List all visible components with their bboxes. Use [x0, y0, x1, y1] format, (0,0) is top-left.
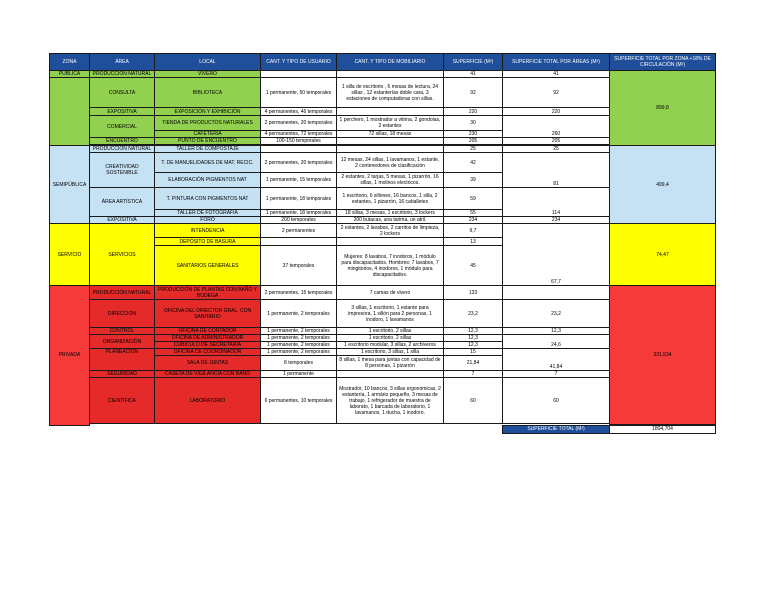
mobiliario-cell — [337, 238, 444, 246]
usuario-cell: 1 permanente, 2 temporales — [261, 342, 337, 349]
mobiliario-cell: 3 sillas, 1 escritorio, 1 estante para impresora, 1 sillón para 2 personas, 1 inodoro, 1 lavamanos — [337, 300, 444, 328]
mobiliario-cell: Mujeres: 8 lavabos, 7 inodoros, 1 módulo para discapacitados. Hombres: 7 lavabos, 7 mingitorios, 4 inodoros, 1 módulo para discapacitados. — [337, 246, 444, 286]
usuario-cell: 1 permanente, 18 temporales — [261, 210, 337, 217]
mobiliario-cell: 1 silla de escritorio , 6 mesas de lectura, 24 sillas , 12 estanterías doble cara, 3 estaciones de computadoras con sillas. — [337, 78, 444, 108]
local-cell: CAFETERIA — [155, 131, 261, 138]
local-cell: BIBLIOTECA — [155, 78, 261, 108]
area-total-cell: 220 — [503, 108, 610, 116]
superficie-cell: 13 — [444, 238, 503, 246]
spacer — [716, 145, 717, 146]
area-cell: CREATIVIDAD SOSTENIBLE — [90, 153, 155, 188]
local-cell: FORO — [155, 217, 261, 224]
mobiliario-cell: 2 estantes, 2 lavabos, 2 carritos de limpieza, 2 lockers — [337, 224, 444, 238]
superficie-cell: 12,3 — [444, 335, 503, 342]
local-cell: SALA DE JUNTAS — [155, 356, 261, 371]
superficie-cell: 59 — [444, 188, 503, 210]
area-total-cell: 205 — [503, 138, 610, 145]
zone-cell: PUBLICA — [50, 71, 90, 78]
usuario-cell: 200 temporales — [261, 217, 337, 224]
mobiliario-cell: Mostrador, 10 bancos, 3 sillas ergonómicas, 2 estantería, 1 armário pequeño, 3 mesas de trabajo, 1 refrigerador de muestra de laborato, 1 barcada de laboratorio, 1 lavamanos, 1 ducha, 1 inodoro. — [337, 378, 444, 424]
local-cell: T. DE MANUELIDADES DE MAT. RECIC. — [155, 153, 261, 173]
area-cell: CONTROL — [90, 328, 155, 335]
mobiliario-cell — [337, 146, 444, 153]
superficie-cell: 60 — [444, 378, 503, 424]
area-total-cell: 234 — [503, 217, 610, 224]
area-cell: SERVICIOS — [90, 224, 155, 286]
local-cell: OFICINA DE CONTADOR — [155, 328, 261, 335]
superficie-cell: 7 — [444, 371, 503, 378]
superficie-cell: 42 — [444, 153, 503, 173]
mobiliario-cell — [337, 138, 444, 145]
local-cell: ELABORACIÓN PIGMENTOS NAT — [155, 173, 261, 188]
area-cell: PLANEACIÓN — [90, 349, 155, 371]
mobiliario-cell: 12 mesas, 24 sillas, 1 lavamanos, 1 estante, 2 contenedores de clasificación — [337, 153, 444, 173]
header-mobiliario: CANT. Y TIPO DE MOBILIARIO — [337, 54, 444, 71]
area-total-cell: 60 — [503, 378, 610, 424]
superficie-cell: 30 — [444, 116, 503, 131]
area-cell: COMERCIAL — [90, 116, 155, 138]
usuario-cell: 1 permanente — [261, 371, 337, 378]
mobiliario-cell: 1 escritorio, 2 sillas — [337, 328, 444, 335]
usuario-cell: 2 permanentes, 20 temporales — [261, 116, 337, 131]
zone-total-cell: 499,4 — [610, 146, 716, 224]
superficie-cell: 92 — [444, 78, 503, 108]
header-usuario: CANT. Y TIPO DE USUARIO — [261, 54, 337, 71]
zone-total-cell: 74,47 — [610, 224, 716, 286]
superficie-cell: 25 — [444, 146, 503, 153]
local-cell: CUBÍCULO DE SECRETARIA — [155, 342, 261, 349]
mobiliario-cell: 7 camas de vivero — [337, 286, 444, 300]
mobiliario-cell: 1 perchero, 1 mostrador a vitrina, 2 gondolas, 2 estantes — [337, 116, 444, 131]
area-total-cell: 24,6 — [503, 335, 610, 349]
area-cell: CONSULTA — [90, 78, 155, 108]
usuario-cell: 1 permanente, 18 temporales — [261, 188, 337, 210]
local-cell: INTENDENCIA — [155, 224, 261, 238]
area-cell: ORGANIZACIÓN — [90, 335, 155, 349]
area-total-cell: 25 — [503, 146, 610, 153]
mobiliario-cell: 72 sillas, 18 mesas — [337, 131, 444, 138]
superficie-cell: 23,2 — [444, 300, 503, 328]
usuario-cell: 2 permanentes — [261, 224, 337, 238]
table-row — [50, 286, 717, 300]
area-total-cell: 41,84 — [503, 349, 610, 371]
blank-cell — [155, 425, 261, 433]
zone-cell: PRIVADA — [50, 286, 90, 426]
total-row — [50, 425, 717, 433]
superficie-cell: 9,7 — [444, 224, 503, 238]
usuario-cell — [261, 238, 337, 246]
area-total-cell: 7 — [503, 371, 610, 378]
header-superficie-zona: SUPERFICIE TOTAL POR ZONA +18% DE CIRCULACIÓN (M²) — [610, 54, 716, 71]
usuario-cell: 1 permanente, 2 temporales — [261, 300, 337, 328]
local-cell: OFICINA DEL DIRECTOR GRAL. CON SANITARIO — [155, 300, 261, 328]
usuario-cell: 4 permanentes, 46 temporales — [261, 108, 337, 116]
table-row — [50, 71, 717, 78]
blank-cell — [50, 425, 90, 433]
usuario-cell: 1 permanente, 50 temporales — [261, 78, 337, 108]
mobiliario-cell: 2 estantes, 2 tarjas, 5 mesas, 1 pizarrón, 16 sillas, 1 molinos electricos. — [337, 173, 444, 188]
zone-cell: SERVICIO — [50, 224, 90, 286]
zone-total-cell: 899,8 — [610, 71, 716, 146]
area-total-cell: 81 — [503, 153, 610, 188]
area-cell: DIRECCIÓN — [90, 300, 155, 328]
area-cell: EXPOSITIVA — [90, 217, 155, 224]
surface-table — [49, 53, 717, 434]
superficie-cell: 133 — [444, 286, 503, 300]
local-cell: TIENDA DE PRODUCTOS NATURALES — [155, 116, 261, 131]
local-cell: DEPÓSITO DE BASURA — [155, 238, 261, 246]
superficie-cell: 41 — [444, 71, 503, 78]
local-cell: TALLER DE FOTOGRAFÍA — [155, 210, 261, 217]
local-cell: SANITARIOS GENERALES — [155, 246, 261, 286]
usuario-cell: 4 permanentes, 72 temporales — [261, 131, 337, 138]
area-cell: PRODUCCIÓN NATURAL — [90, 286, 155, 300]
mobiliario-cell — [337, 371, 444, 378]
mobiliario-cell: 8 sillas, 1 mesa para juntas con capacidad de 8 personas, 1 pizarrón — [337, 356, 444, 371]
area-total-cell: 12,3 — [503, 328, 610, 335]
header-local: LOCAL — [155, 54, 261, 71]
superficie-cell: 234 — [444, 217, 503, 224]
superficie-cell: 15 — [444, 349, 503, 356]
mobiliario-cell: 18 sillas, 3 mesas, 1 escritorio, 3 lockers — [337, 210, 444, 217]
local-cell: VIVERO — [155, 71, 261, 78]
area-cell: CIENTÍFICA — [90, 378, 155, 424]
area-total-cell — [503, 286, 610, 300]
zone-total-cell: 331,534 — [610, 286, 716, 425]
total-label: SUPERFICIE TOTAL (M²) — [503, 425, 610, 433]
superficie-cell: 205 — [444, 138, 503, 145]
superficie-cell: 39 — [444, 173, 503, 188]
area-cell: ÁREA ARTÍSTICA — [90, 188, 155, 217]
area-cell: PRODUCCION NATURAL — [90, 71, 155, 78]
area-total-cell: 114 — [503, 188, 610, 217]
usuario-cell: 1 permanente, 15 temporales — [261, 173, 337, 188]
local-cell: TALLER DE COMPOSTAJE — [155, 146, 261, 153]
header-area: ÁREA — [90, 54, 155, 71]
usuario-cell: 2 permanentes, 20 temporales — [261, 153, 337, 173]
usuario-cell: 37 temporales — [261, 246, 337, 286]
table-row — [50, 224, 717, 238]
zone-cell: SEMIPÚBLICA — [50, 146, 90, 224]
mobiliario-cell: 1 escritorio, 6 sillones, 16 bancos, 1 silla, 2 estantes, 1 pizarrón, 16 caballetes — [337, 188, 444, 210]
superficie-cell: 45 — [444, 246, 503, 286]
mobiliario-cell — [337, 108, 444, 116]
mobiliario-cell: 1 escritorio modular, 3 sillas, 2 archiveros — [337, 342, 444, 349]
usuario-cell: 100-150 temporales — [261, 138, 337, 145]
superficie-cell: 55 — [444, 210, 503, 217]
superficie-cell: 230 — [444, 131, 503, 138]
usuario-cell: 1 permanente, 2 temporales — [261, 328, 337, 335]
area-cell: PRODUCCION NATURAL — [90, 146, 155, 153]
area-cell: SEGURIDAD — [90, 371, 155, 378]
usuario-cell: 8 temporales — [261, 356, 337, 371]
usuario-cell: 1 permanente, 2 temporales — [261, 335, 337, 342]
blank-cell — [444, 425, 503, 433]
zone-cell — [50, 78, 90, 146]
usuario-cell: 2 permanentes, 15 temporales — [261, 286, 337, 300]
usuario-cell — [261, 146, 337, 153]
mobiliario-cell: 200 butacas, una tarima, un atril. — [337, 217, 444, 224]
area-total-cell: 67,7 — [503, 224, 610, 286]
area-total-cell: 260 — [503, 116, 610, 138]
blank-cell — [90, 425, 155, 433]
local-cell: T. PINTURA CON PIGMENTOS NAT — [155, 188, 261, 210]
superficie-cell: 21,84 — [444, 356, 503, 371]
local-cell: PRODUCCIÓN DE PLANTAS CON BAÑO Y BODEGA — [155, 286, 261, 300]
superficie-cell: 12,3 — [444, 342, 503, 349]
superficie-cell: 220 — [444, 108, 503, 116]
header-superficie-area: SUPERFICIE TOTAL POR ÁREAS (M²) — [503, 54, 610, 71]
area-total-cell: 41 — [503, 71, 610, 78]
usuario-cell — [261, 71, 337, 78]
area-cell: ENCUENTRO — [90, 138, 155, 145]
area-total-cell: 92 — [503, 78, 610, 108]
local-cell: CASETA DE VIGILANCIA CON BAÑO — [155, 371, 261, 378]
area-total-cell: 23,2 — [503, 300, 610, 328]
area-cell: EXPOSITIVA — [90, 108, 155, 116]
local-cell: OFICINA DE COORDINADOR — [155, 349, 261, 356]
blank-cell — [261, 425, 337, 433]
header-zona: ZONA — [50, 54, 90, 71]
local-cell: LABORATORIO — [155, 378, 261, 424]
local-cell: EXPOSICIÓN Y EXHIBICIÓN — [155, 108, 261, 116]
mobiliario-cell: 1 escritorio, 3 sillas, 1 silla — [337, 349, 444, 356]
mobiliario-cell — [337, 71, 444, 78]
header-superficie: SUPERFICIE (M²) — [444, 54, 503, 71]
local-cell: OFICINA DE ADMINISTRADOR — [155, 335, 261, 342]
usuario-cell: 1 permanente, 2 temporales — [261, 349, 337, 356]
table-row — [50, 146, 717, 153]
superficie-cell: 12,3 — [444, 328, 503, 335]
usuario-cell: 6 permanentes, 10 temporales — [261, 378, 337, 424]
blank-cell — [337, 425, 444, 433]
total-value: 1804,704 — [610, 425, 716, 433]
local-cell: PUNTO DE ENCUENTRO — [155, 138, 261, 145]
mobiliario-cell: 1 escritorio, 2 sillas — [337, 335, 444, 342]
header-row — [50, 54, 717, 71]
